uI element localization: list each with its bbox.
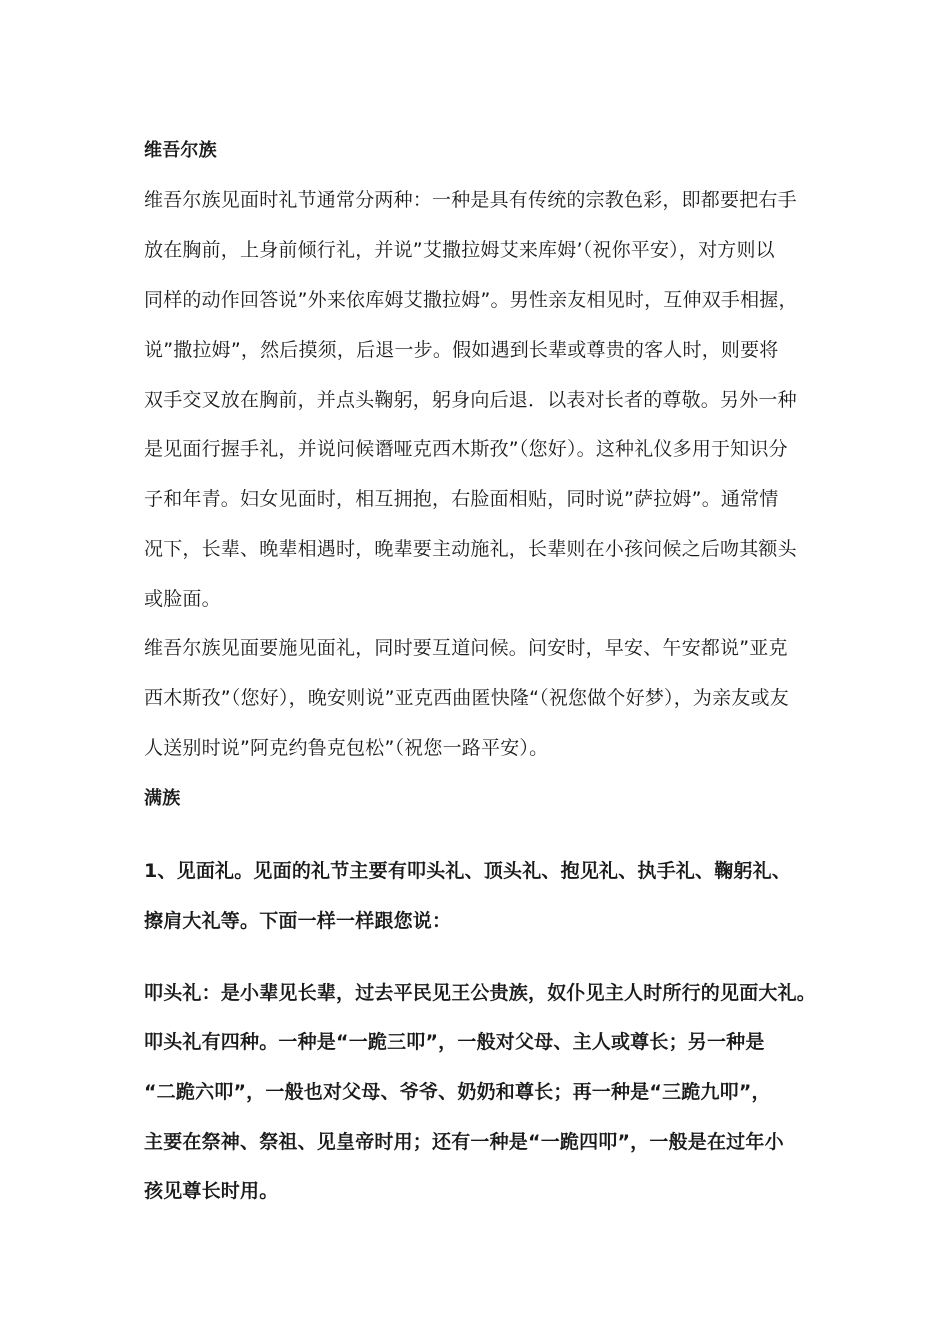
paragraph-line: 同样的动作回答说”外来依库姆艾撒拉姆”。男性亲友相见时，互伸双手相握， bbox=[144, 289, 798, 311]
paragraph-line: 况下，长辈、晚辈相遇时，晚辈要主动施礼，长辈则在小孩问候之后吻其额头 bbox=[144, 538, 797, 560]
paragraph-line: 说”撒拉姆”，然后摸须，后退一步。假如遇到长辈或尊贵的客人时，则要将 bbox=[144, 339, 779, 361]
paragraph-line: 双手交叉放在胸前，并点头鞠躬，躬身向后退．以表对长者的尊敬。另外一种 bbox=[144, 389, 797, 411]
bold-paragraph-line: 孩见尊长时用。 bbox=[144, 1180, 279, 1202]
bold-paragraph-line: “二跪六叩”，一般也对父母、爷爷、奶奶和尊长；再一种是“三跪九叩”， bbox=[144, 1081, 771, 1103]
paragraph-line: 西木斯孜”（您好），晚安则说”亚克西曲匿快隆“（祝您做个好梦），为亲友或友 bbox=[144, 687, 789, 709]
section-heading-manchu: 满族 bbox=[144, 788, 181, 809]
list-item-line: 1、见面礼。见面的礼节主要有叩头礼、顶头礼、抱见礼、执手礼、鞠躬礼、 bbox=[144, 860, 792, 882]
paragraph-line: 放在胸前，上身前倾行礼，并说”艾撒拉姆艾来库姆’（祝你平安），对方则以 bbox=[144, 239, 775, 261]
paragraph-line: 子和年青。妇女见面时，相互拥抱，右脸面相贴，同时说”萨拉姆”。通常情 bbox=[144, 488, 779, 510]
paragraph-line: 人送别时说”阿克约鲁克包松”（祝您一路平安）。 bbox=[144, 737, 549, 759]
paragraph-line: 是见面行握手礼，并说问候谮哑克西木斯孜”（您好）。这种礼仪多用于知识分 bbox=[144, 438, 788, 460]
section-heading-uyghur: 维吾尔族 bbox=[144, 140, 217, 161]
paragraph-line: 维吾尔族见面要施见面礼，同时要互道问候。问安时，早安、午安都说”亚克 bbox=[144, 637, 788, 659]
paragraph-line: 或脸面。 bbox=[144, 588, 221, 610]
paragraph-line: 维吾尔族见面时礼节通常分两种：一种是具有传统的宗教色彩，即都要把右手 bbox=[144, 189, 797, 211]
bold-paragraph-line: 主要在祭神、祭祖、见皇帝时用；还有一种是“一跪四叩”，一般是在过年小 bbox=[144, 1131, 784, 1153]
bold-paragraph-line: 叩头礼有四种。一种是“一跪三叩”，一般对父母、主人或尊长；另一种是 bbox=[144, 1031, 765, 1053]
list-item-line: 擦肩大礼等。下面一样一样跟您说： bbox=[144, 910, 452, 932]
bold-paragraph-line: 叩头礼：是小辈见长辈，过去平民见王公贵族，奴仆见主人时所行的见面大礼。 bbox=[144, 982, 817, 1004]
